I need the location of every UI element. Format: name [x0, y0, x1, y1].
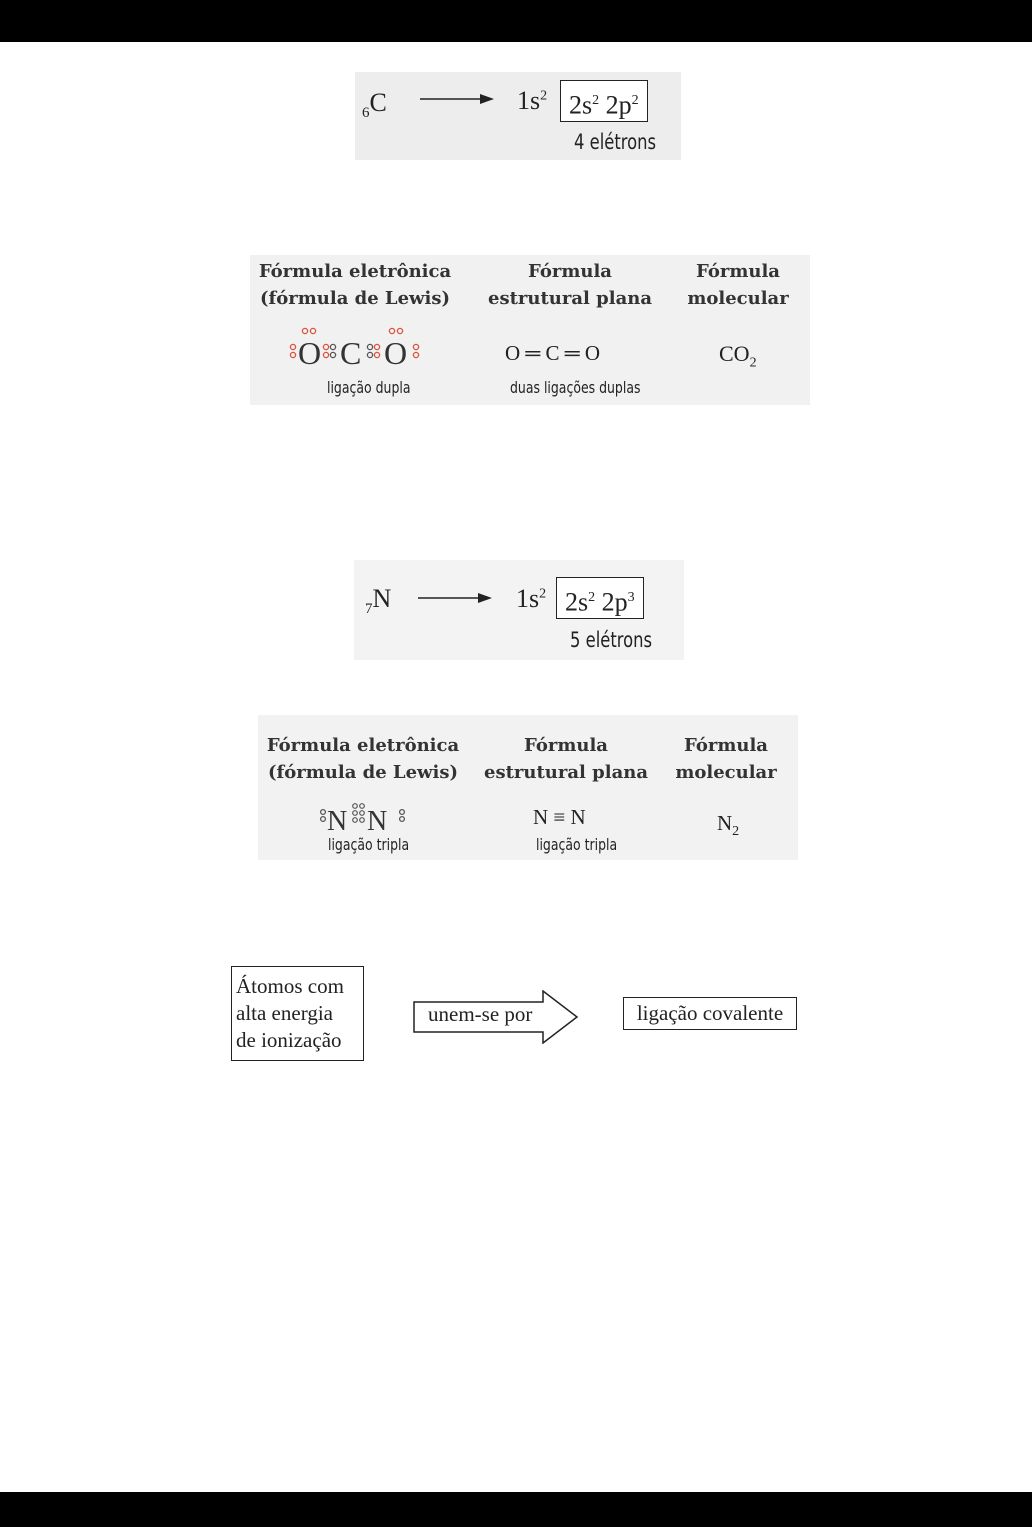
covalent-bond-box: ligação covalente — [623, 997, 797, 1030]
n2-molecular-formula: $N_2$ — [717, 811, 740, 840]
atoms-high-ionization-box: Átomos com alta energia de ionização — [231, 966, 364, 1061]
nitrogen-core-config: $1s^2$ — [516, 584, 547, 613]
n2-header-structural: Fórmula estrutural plana — [484, 735, 648, 783]
co2-structural-formula: O ═ C ═ O — [505, 341, 601, 365]
carbon-electrons-label: 4 elétrons — [574, 130, 657, 154]
co2-header-structural: Fórmula estrutural plana — [488, 261, 652, 309]
n2-header-lewis: Fórmula eletrônica (fórmula de Lewis) — [266, 735, 460, 783]
n2-header-molecular: Fórmula molecular — [675, 735, 777, 783]
arrow-icon — [418, 591, 492, 605]
carbon-core-config: $1s^2$ — [517, 86, 548, 115]
co2-lewis-structure — [288, 322, 446, 372]
flow-arrow-label: unem-se por — [428, 1002, 533, 1026]
lewis-o-left: O — [298, 335, 322, 371]
co2-molecular-formula: $CO_2$ — [719, 341, 757, 371]
nitrogen-electrons-label: 5 elétrons — [570, 628, 653, 652]
lewis-n-left: N — [327, 806, 348, 837]
lewis-c: C — [340, 335, 362, 371]
lewis-o-right: O — [384, 335, 408, 371]
co2-lewis-caption: ligação dupla — [327, 378, 411, 397]
bottom-black-bar — [0, 1492, 1032, 1527]
arrow-icon — [420, 92, 494, 106]
n2-lewis-structure — [318, 800, 410, 840]
co2-header-molecular: Fórmula molecular — [687, 261, 789, 309]
carbon-valence-box: $2s^2$ $2p^2$ — [560, 80, 648, 122]
n2-lewis-caption: ligação tripla — [328, 835, 410, 854]
nitrogen-symbol: $_7$N — [365, 584, 392, 618]
nitrogen-valence-box: $2s^2$ $2p^3$ — [556, 577, 644, 619]
n2-structural-formula: N ≡ N — [533, 805, 586, 829]
top-black-bar — [0, 0, 1032, 42]
lewis-n-right: N — [367, 806, 388, 837]
n2-structural-caption: ligação tripla — [536, 835, 618, 854]
co2-structural-caption: duas ligações duplas — [510, 378, 641, 397]
carbon-symbol: $_6$C — [362, 88, 387, 122]
co2-header-lewis: Fórmula eletrônica (fórmula de Lewis) — [258, 261, 452, 309]
